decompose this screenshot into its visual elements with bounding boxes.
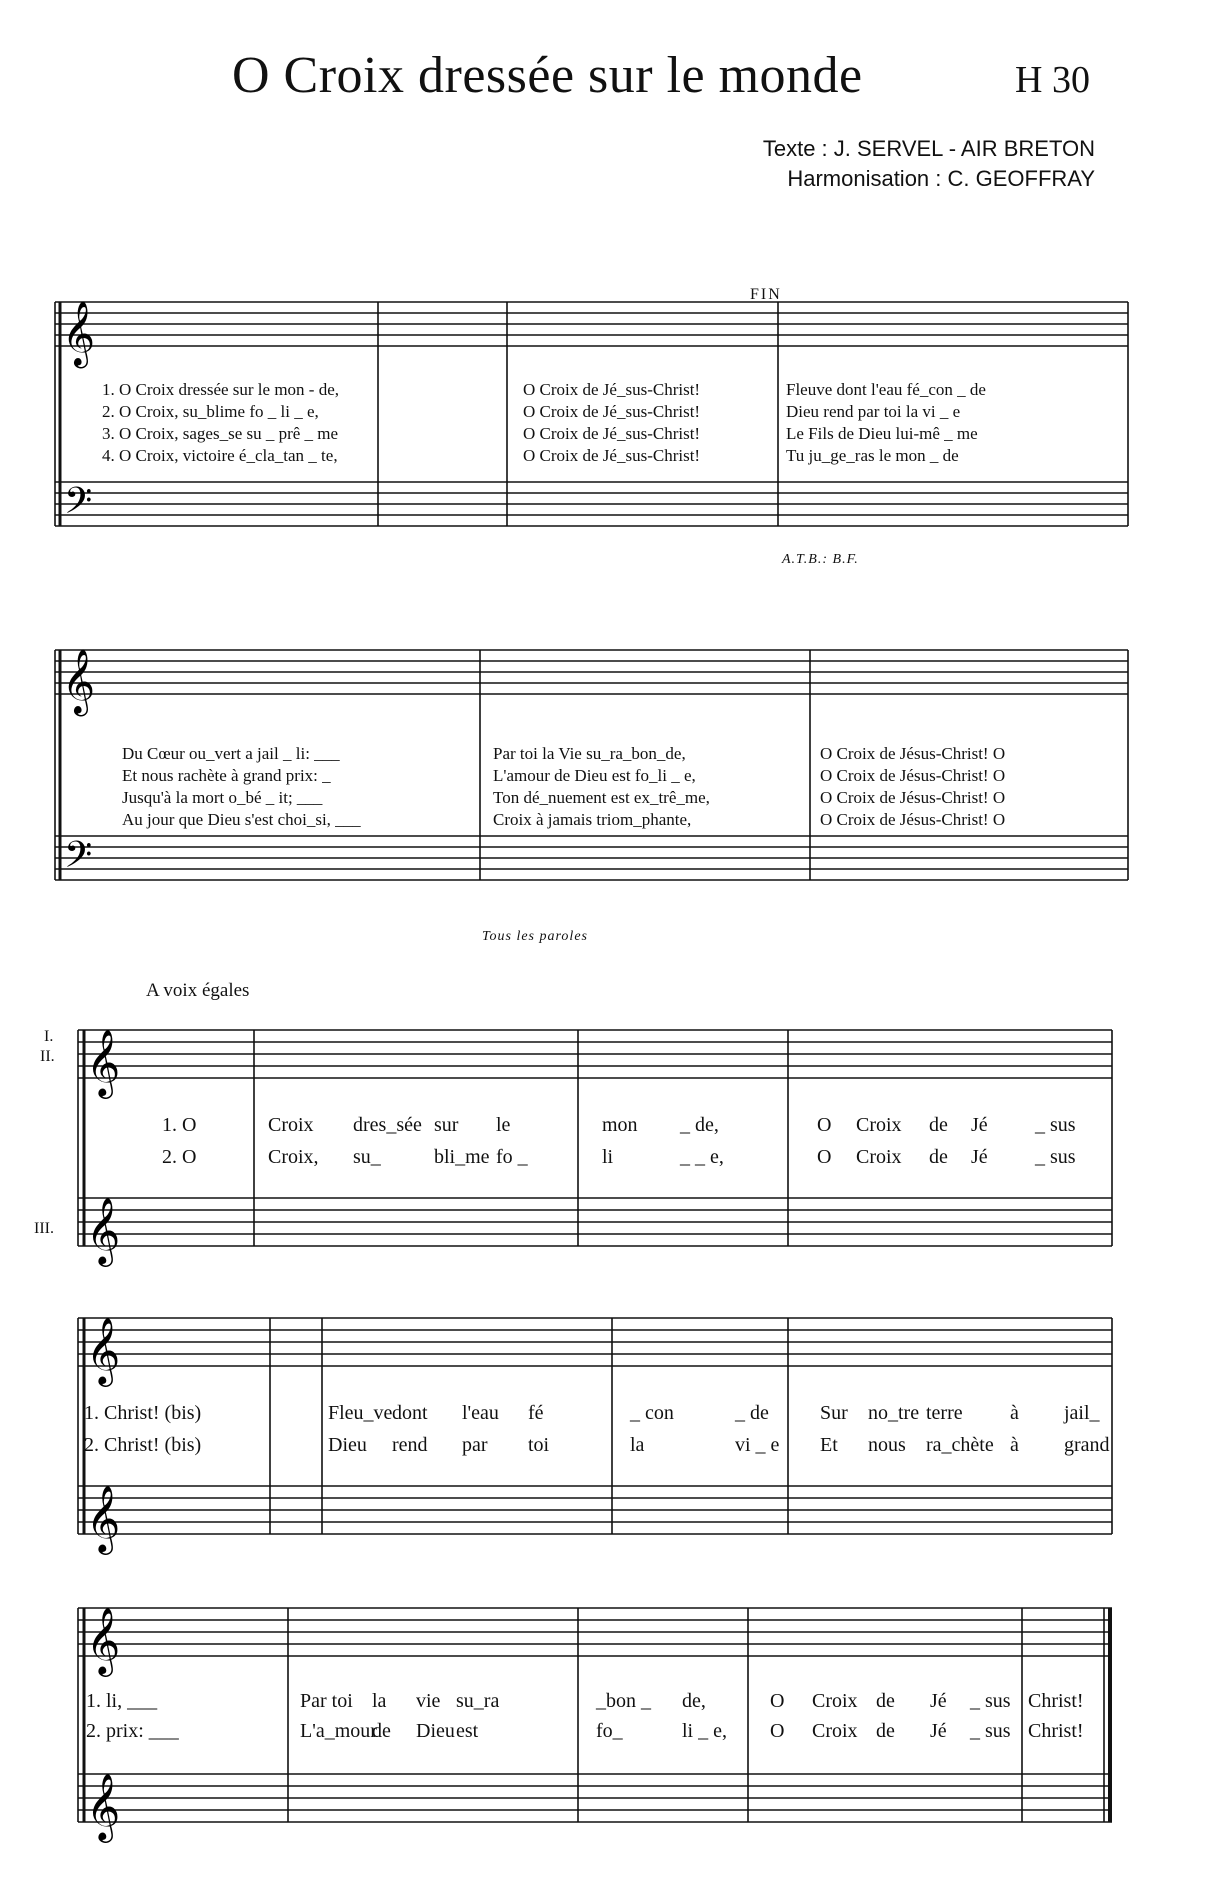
system5-verse1-syllable: _bon _ bbox=[596, 1690, 651, 1712]
section-heading: A voix égales bbox=[146, 980, 250, 1001]
system3-verse1-syllable: dres_sée bbox=[353, 1114, 422, 1136]
system3-verse2-syllable: _ sus bbox=[1035, 1146, 1076, 1168]
treble-clef-icon: 𝄞 bbox=[86, 1772, 121, 1840]
system5-verse2-syllable: Croix bbox=[812, 1720, 858, 1742]
staff-s2-treble bbox=[55, 650, 1128, 694]
bass-clef-icon: 𝄢 bbox=[64, 480, 93, 531]
system5-verse1-syllable: Croix bbox=[812, 1690, 858, 1712]
treble-clef-icon: 𝄞 bbox=[86, 1196, 121, 1264]
treble-clef-icon: 𝄞 bbox=[86, 1606, 121, 1674]
voice-label-2: II. bbox=[40, 1048, 55, 1065]
system2-lyrics-col2: Par toi la Vie su_ra_bon_de, L'amour de Dieu est fo_li _ e, Ton dé_nuement est ex_trê_me, Croix à jamais triom_phante, bbox=[493, 744, 710, 829]
system4-verse2-syllable: rend bbox=[392, 1434, 428, 1456]
system3-verse2-syllable: Croix, bbox=[268, 1146, 319, 1168]
system3-verse2-syllable: li bbox=[602, 1146, 614, 1168]
atb-note: A.T.B.: B.F. bbox=[782, 552, 859, 567]
system4-verse1-syllable: à bbox=[1010, 1402, 1019, 1424]
staff-s3-upper bbox=[78, 1030, 1112, 1078]
system5-verse2-syllable: li _ e, bbox=[682, 1720, 727, 1742]
system5-verse2-syllable: de bbox=[876, 1720, 895, 1742]
voice-label-3: III. bbox=[34, 1220, 54, 1237]
staff-s1-treble bbox=[55, 302, 1128, 346]
system5-verse2-syllable: de bbox=[372, 1720, 391, 1742]
system5-verse1-syllable: _ sus bbox=[970, 1690, 1011, 1712]
system4-verse1-syllable: fé bbox=[528, 1402, 544, 1424]
system5-verse2-syllable: Jé bbox=[930, 1720, 947, 1742]
system3-verse2-syllable: Croix bbox=[856, 1146, 902, 1168]
system5-verse2-syllable: est bbox=[456, 1720, 479, 1742]
system4-verse1-syllable: _ con bbox=[630, 1402, 674, 1424]
system4-verse2-syllable: grand bbox=[1064, 1434, 1110, 1456]
system3-verse1-syllable: Croix bbox=[268, 1114, 314, 1136]
system4-verse1-syllable: _ de bbox=[735, 1402, 769, 1424]
system2-lyrics-col1: Du Cœur ou_vert a jail _ li: ___ Et nous rachète à grand prix: _ Jusqu'à la mort o_bé _ it; ___ Au jour que Dieu s'est choi_si, ___ bbox=[122, 744, 361, 829]
system2-lyrics-col3: O Croix de Jésus-Christ! O O Croix de Jésus-Christ! O O Croix de Jésus-Christ! O O Croix de Jésus-Christ! O bbox=[820, 744, 1006, 829]
system3-verse2-syllable: O bbox=[817, 1146, 832, 1168]
system3-verse1-syllable: de bbox=[929, 1114, 948, 1136]
system5-verse2-syllable: Dieu bbox=[416, 1720, 455, 1742]
credit-harmonisation: Harmonisation : C. GEOFFRAY bbox=[787, 166, 1095, 191]
system4-verse1-syllable: no_tre bbox=[868, 1402, 920, 1424]
system5-verse1-syllable: Par toi bbox=[300, 1690, 353, 1712]
system5-verse1-syllable: de, bbox=[682, 1690, 706, 1712]
page-title: O Croix dressée sur le monde bbox=[232, 47, 863, 104]
hymn-code: H 30 bbox=[1015, 59, 1090, 101]
staff-s4-upper bbox=[78, 1318, 1112, 1366]
system4-verse2-syllable: Et bbox=[820, 1434, 838, 1456]
system5-verse2-syllable: L'a_mour bbox=[300, 1720, 377, 1742]
system3-verse1-syllable: _ sus bbox=[1035, 1114, 1076, 1136]
system4-verse2-syllable: à bbox=[1010, 1434, 1019, 1456]
system4-verse1-syllable: l'eau bbox=[462, 1402, 499, 1424]
treble-clef-icon: 𝄞 bbox=[86, 1484, 121, 1552]
system4-verse2-syllable: vi _ e bbox=[735, 1434, 780, 1456]
staff-s5-upper bbox=[78, 1608, 1112, 1656]
system3-verse2-syllable: 2. O bbox=[162, 1146, 197, 1168]
system3-verse2-syllable: Jé bbox=[971, 1146, 988, 1168]
treble-clef-icon: 𝄞 bbox=[62, 301, 96, 366]
system1-lyrics-col3: Fleuve dont l'eau fé_con _ de Dieu rend par toi la vi _ e Le Fils de Dieu lui-mê _ me Tu ju_ge_ras le mon _ de bbox=[786, 380, 986, 465]
staff-s5-lower bbox=[78, 1774, 1112, 1822]
staff-s3-lower bbox=[78, 1198, 1112, 1246]
staff-s1-bass bbox=[55, 482, 1128, 526]
bass-clef-icon: 𝄢 bbox=[64, 834, 93, 885]
system3-verse1-syllable: sur bbox=[434, 1114, 459, 1136]
system4-verse1-syllable: Sur bbox=[820, 1402, 848, 1424]
system5-verse1-syllable: su_ra bbox=[456, 1690, 500, 1712]
system3-verse2-syllable: _ _ e, bbox=[680, 1146, 724, 1168]
system3-verse2-syllable: de bbox=[929, 1146, 948, 1168]
system3-verse1-syllable: Croix bbox=[856, 1114, 902, 1136]
system4-verse2-syllable: 2. Christ! (bis) bbox=[84, 1434, 202, 1456]
system4-verse2-syllable: ra_chète bbox=[926, 1434, 994, 1456]
system4-verse2-syllable: toi bbox=[528, 1434, 550, 1456]
tous-les-paroles-note: Tous les paroles bbox=[482, 929, 588, 944]
fin-marker: FIN bbox=[750, 286, 782, 303]
system5-verse1-syllable: Jé bbox=[930, 1690, 947, 1712]
system5-verse1-syllable: de bbox=[876, 1690, 895, 1712]
system1-lyrics-col1: 1. O Croix dressée sur le mon - de, 2. O Croix, su_blime fo _ li _ e, 3. O Croix, sages_se su _ prê _ me 4. O Croix, victoire é_cla_tan _ te, bbox=[102, 380, 340, 465]
system3-verse1-syllable: 1. O bbox=[162, 1114, 197, 1136]
system5-verse1-syllable: Christ! bbox=[1028, 1690, 1084, 1712]
system3-verse2-syllable: bli_me bbox=[434, 1146, 490, 1168]
system5-verse1-syllable: O bbox=[770, 1690, 785, 1712]
staff-s4-lower bbox=[78, 1486, 1112, 1534]
system3-verse1-syllable: _ de, bbox=[680, 1114, 719, 1136]
system3-verse1-syllable: le bbox=[496, 1114, 511, 1136]
system4-verse1-syllable: dont bbox=[392, 1402, 428, 1424]
system3-verse2-syllable: su_ bbox=[353, 1146, 381, 1168]
system4-verse1-syllable: jail_ bbox=[1064, 1402, 1100, 1424]
system4-verse1-syllable: 1. Christ! (bis) bbox=[84, 1402, 202, 1424]
system1-lyrics-col2: O Croix de Jé_sus-Christ! O Croix de Jé_sus-Christ! O Croix de Jé_sus-Christ! O Croix de Jé_sus-Christ! bbox=[523, 380, 701, 465]
staff-s2-bass bbox=[55, 836, 1128, 880]
system3-verse1-syllable: Jé bbox=[971, 1114, 988, 1136]
system5-verse2-syllable: fo_ bbox=[596, 1720, 623, 1742]
system5-verse1-syllable: vie bbox=[416, 1690, 441, 1712]
system3-verse2-syllable: fo _ bbox=[496, 1146, 528, 1168]
system5-verse2-syllable: _ sus bbox=[970, 1720, 1011, 1742]
system4-verse2-syllable: Dieu bbox=[328, 1434, 367, 1456]
treble-clef-icon: 𝄞 bbox=[62, 649, 96, 714]
system4-verse2-syllable: la bbox=[630, 1434, 645, 1456]
system3-verse1-syllable: mon bbox=[602, 1114, 638, 1136]
system4-verse2-syllable: nous bbox=[868, 1434, 906, 1456]
system5-verse1-syllable: 1. li, ___ bbox=[86, 1690, 158, 1712]
system4-verse2-syllable: par bbox=[462, 1434, 488, 1456]
system5-verse2-syllable: Christ! bbox=[1028, 1720, 1084, 1742]
voice-label-1: I. bbox=[44, 1028, 54, 1045]
system5-verse2-syllable: 2. prix: ___ bbox=[86, 1720, 179, 1742]
system4-verse1-syllable: Fleu_ve bbox=[328, 1402, 393, 1424]
system4-verse1-syllable: terre bbox=[926, 1402, 963, 1424]
system5-verse1-syllable: la bbox=[372, 1690, 387, 1712]
treble-clef-icon: 𝄞 bbox=[86, 1316, 121, 1384]
treble-clef-icon: 𝄞 bbox=[86, 1028, 121, 1096]
system5-verse2-syllable: O bbox=[770, 1720, 785, 1742]
credit-text: Texte : J. SERVEL - AIR BRETON bbox=[762, 136, 1095, 161]
system3-verse1-syllable: O bbox=[817, 1114, 832, 1136]
